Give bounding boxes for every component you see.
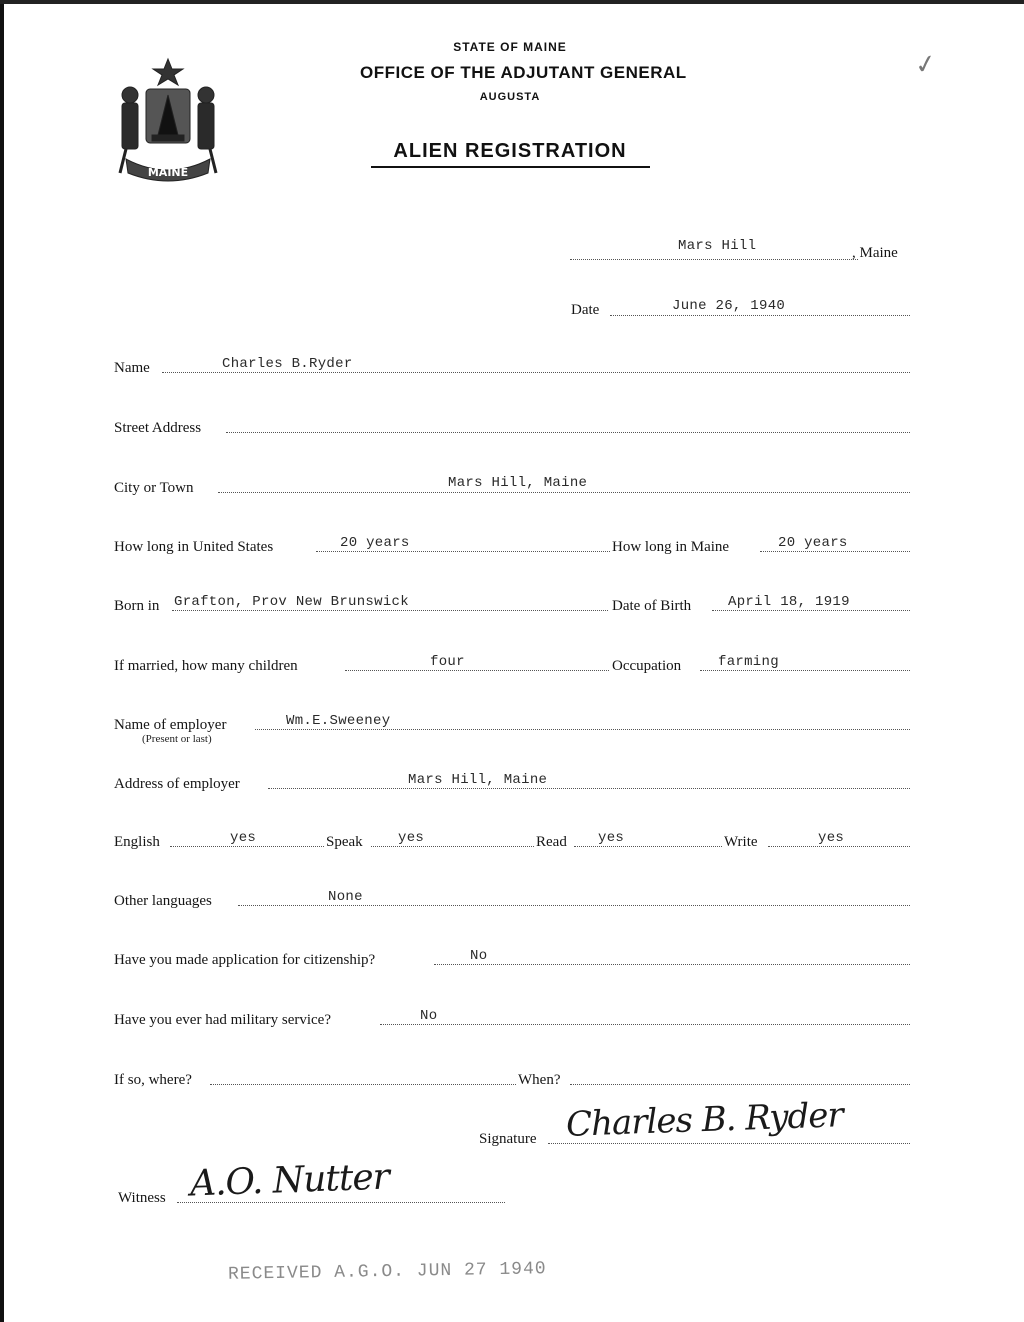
- date-of-birth-value: April 18, 1919: [728, 594, 850, 610]
- date-label: Date: [571, 302, 600, 318]
- citizenship-value: No: [470, 948, 488, 964]
- street-address-label: Street Address: [114, 420, 202, 436]
- read-label: Read: [536, 834, 567, 850]
- witness-label: Witness: [118, 1190, 166, 1206]
- when-line: [570, 1084, 910, 1085]
- how-long-maine-value: 20 years: [778, 535, 848, 551]
- received-stamp: RECEIVED A.G.O. JUN 27 1940: [227, 1259, 547, 1285]
- scan-border-left: [0, 0, 4, 1322]
- date-of-birth-line: [712, 610, 910, 611]
- english-value: yes: [230, 830, 257, 846]
- employer-sublabel: (Present or last): [142, 733, 212, 745]
- witness-value: A.O. Nutter: [189, 1156, 390, 1205]
- how-long-us-value: 20 years: [340, 535, 410, 551]
- employer-line: [255, 729, 910, 730]
- where-label: If so, where?: [114, 1072, 192, 1088]
- name-value: Charles B.Ryder: [222, 356, 353, 372]
- check-mark: ✓: [912, 48, 940, 81]
- state-seal: [112, 55, 224, 185]
- date-line: [610, 315, 910, 316]
- town-value: Mars Hill: [678, 238, 757, 254]
- how-long-maine-line: [760, 551, 910, 552]
- read-value: yes: [598, 830, 625, 846]
- when-label: When?: [518, 1072, 561, 1088]
- signature-label: Signature: [479, 1131, 537, 1147]
- date-value: June 26, 1940: [672, 298, 786, 314]
- town-state-label: , Maine: [852, 245, 898, 261]
- employer-value: Wm.E.Sweeney: [286, 713, 391, 729]
- title-underline: [371, 166, 650, 168]
- name-line: [162, 372, 910, 373]
- state-heading: STATE OF MAINE: [453, 40, 567, 54]
- town-line: [570, 259, 858, 260]
- military-value: No: [420, 1008, 438, 1024]
- how-long-us-label: How long in United States: [114, 539, 274, 555]
- employer-label: Name of employer: [114, 717, 227, 733]
- how-long-us-line: [316, 551, 610, 552]
- write-value: yes: [818, 830, 845, 846]
- english-line: [170, 846, 324, 847]
- city-town-line: [218, 492, 910, 493]
- signature-value: Charles B. Ryder: [565, 1095, 844, 1145]
- children-value: four: [430, 654, 465, 670]
- read-line: [574, 846, 722, 847]
- office-heading: OFFICE OF THE ADJUTANT GENERAL: [360, 63, 687, 82]
- other-languages-label: Other languages: [114, 893, 212, 909]
- military-line: [380, 1024, 910, 1025]
- other-languages-value: None: [328, 889, 363, 905]
- citizenship-label: Have you made application for citizenship?: [114, 952, 376, 968]
- street-address-line: [226, 432, 910, 433]
- city-heading: AUGUSTA: [479, 91, 541, 103]
- occupation-line: [700, 670, 910, 671]
- speak-value: yes: [398, 830, 425, 846]
- where-line: [210, 1084, 516, 1085]
- name-label: Name: [114, 360, 150, 376]
- born-in-line: [172, 610, 608, 611]
- city-town-value: Mars Hill, Maine: [448, 475, 588, 491]
- english-label: English: [114, 834, 160, 850]
- seal-text: MAINE: [147, 166, 189, 179]
- occupation-value: farming: [718, 654, 779, 670]
- date-of-birth-label: Date of Birth: [612, 598, 692, 614]
- born-in-label: Born in: [114, 598, 160, 614]
- employer-address-line: [268, 788, 910, 789]
- born-in-value: Grafton, Prov New Brunswick: [174, 594, 409, 610]
- write-line: [768, 846, 910, 847]
- citizenship-line: [434, 964, 910, 965]
- occupation-label: Occupation: [612, 658, 682, 674]
- city-town-label: City or Town: [114, 480, 194, 496]
- how-long-maine-label: How long in Maine: [612, 539, 730, 555]
- employer-address-label: Address of employer: [114, 776, 240, 792]
- form-title: ALIEN REGISTRATION: [393, 140, 627, 162]
- speak-line: [371, 846, 534, 847]
- write-label: Write: [724, 834, 758, 850]
- other-languages-line: [238, 905, 910, 906]
- speak-label: Speak: [326, 834, 363, 850]
- children-label: If married, how many children: [114, 658, 298, 674]
- employer-address-value: Mars Hill, Maine: [408, 772, 548, 788]
- scan-border-top: [0, 0, 1024, 4]
- military-label: Have you ever had military service?: [114, 1012, 331, 1028]
- children-line: [345, 670, 609, 671]
